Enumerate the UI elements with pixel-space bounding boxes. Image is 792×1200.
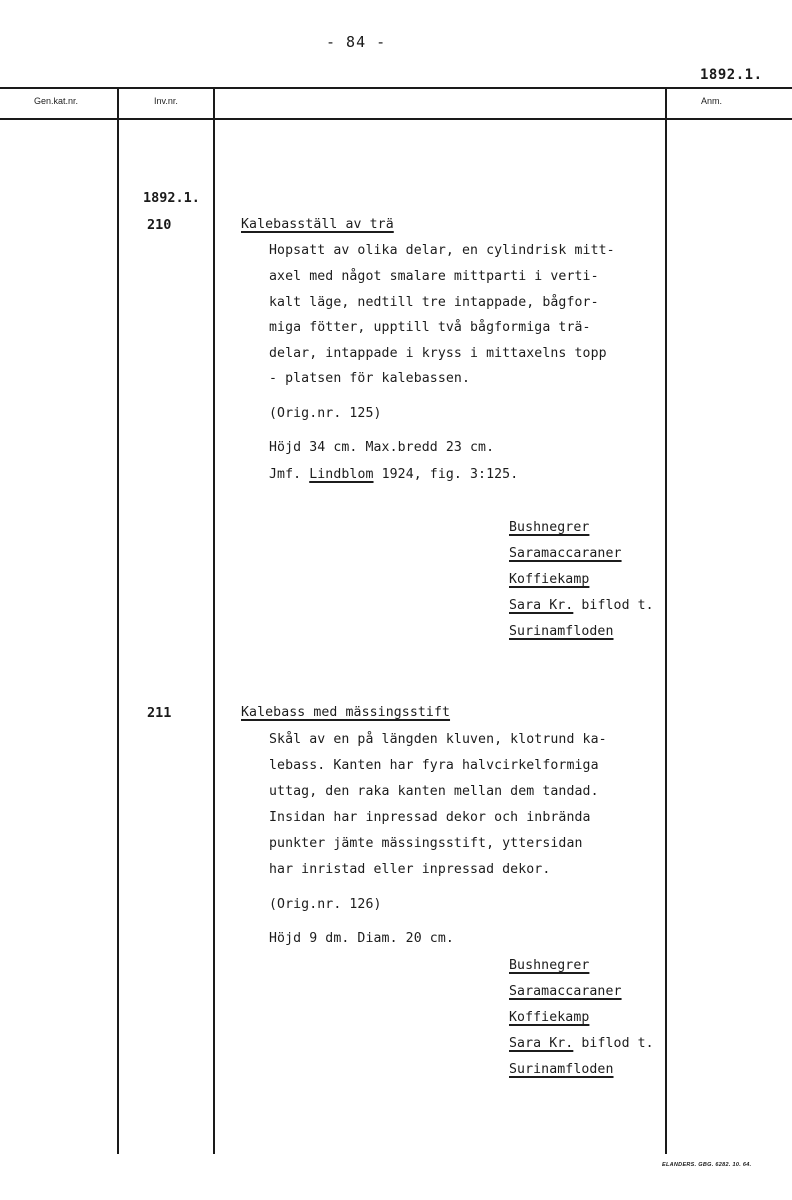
column-divider-gen-inv	[117, 88, 119, 1154]
accession-year-header: 1892.1.	[700, 67, 763, 83]
description-line: lebass. Kanten har fyra halvcirkelformiga	[269, 758, 599, 773]
column-divider-desc-anm	[665, 88, 667, 1154]
header-top-rule	[0, 87, 792, 89]
entry-inv-nr: 211	[147, 705, 172, 721]
description-line: Insidan har inpressad dekor och inbrända	[269, 810, 591, 825]
reference	[269, 467, 518, 482]
original-number: (Orig.nr. 125)	[269, 406, 382, 421]
provenance-river	[509, 1036, 654, 1051]
provenance-main-river: Surinamfloden	[509, 1062, 614, 1077]
description-line: uttag, den raka kanten mellan dem tandad.	[269, 784, 599, 799]
provenance-group: Saramaccaraner	[509, 546, 622, 561]
provenance-place: Koffiekamp	[509, 1010, 590, 1025]
measurements: Höjd 9 dm. Diam. 20 cm.	[269, 931, 454, 946]
original-number: (Orig.nr. 126)	[269, 897, 382, 912]
provenance-river-suffix: biflod t.	[573, 598, 654, 613]
description-line: punkter jämte mässingsstift, yttersidan	[269, 836, 583, 851]
provenance-place: Koffiekamp	[509, 572, 590, 587]
measurements: Höjd 34 cm. Max.bredd 23 cm.	[269, 440, 495, 455]
entry-title: Kalebass med mässingsstift	[241, 705, 451, 720]
description-line: miga fötter, upptill två bågformiga trä-	[269, 320, 591, 335]
column-header-anm: Anm.	[701, 96, 723, 106]
description-line: kalt läge, nedtill tre intappade, bågfor-	[269, 295, 599, 310]
entry-title: Kalebasställ av trä	[241, 217, 394, 232]
provenance-group: Saramaccaraner	[509, 984, 622, 999]
entry-accession: 1892.1.	[143, 190, 200, 206]
provenance-river-suffix: biflod t.	[573, 1036, 654, 1051]
provenance-river-name: Sara Kr.	[509, 1036, 574, 1051]
entry-inv-nr: 210	[147, 217, 172, 233]
column-divider-inv-desc	[213, 88, 215, 1154]
provenance-river-name: Sara Kr.	[509, 598, 574, 613]
column-header-gen-kat-nr: Gen.kat.nr.	[34, 96, 79, 106]
column-header-inv-nr: Inv.nr.	[154, 96, 178, 106]
printer-mark: ELANDERS. GBG. 6282. 10. 64.	[662, 1162, 752, 1168]
description-line: Hopsatt av olika delar, en cylindrisk mitt-	[269, 243, 615, 258]
reference-author: Lindblom	[309, 467, 374, 482]
header-bottom-rule	[0, 118, 792, 120]
description-line: Skål av en på längden kluven, klotrund ka-	[269, 732, 607, 747]
description-line: - platsen för kalebassen.	[269, 371, 470, 386]
reference-suffix: 1924, fig. 3:125.	[373, 467, 519, 482]
provenance-people: Bushnegrer	[509, 958, 590, 973]
page-number: - 84 -	[326, 33, 387, 51]
description-line: axel med något smalare mittparti i verti-	[269, 269, 599, 284]
description-line: har inristad eller inpressad dekor.	[269, 862, 551, 877]
provenance-main-river: Surinamfloden	[509, 624, 614, 639]
reference-prefix: Jmf.	[269, 467, 310, 482]
description-line: delar, intappade i kryss i mittaxelns topp	[269, 346, 607, 361]
provenance-people: Bushnegrer	[509, 520, 590, 535]
provenance-river	[509, 598, 654, 613]
